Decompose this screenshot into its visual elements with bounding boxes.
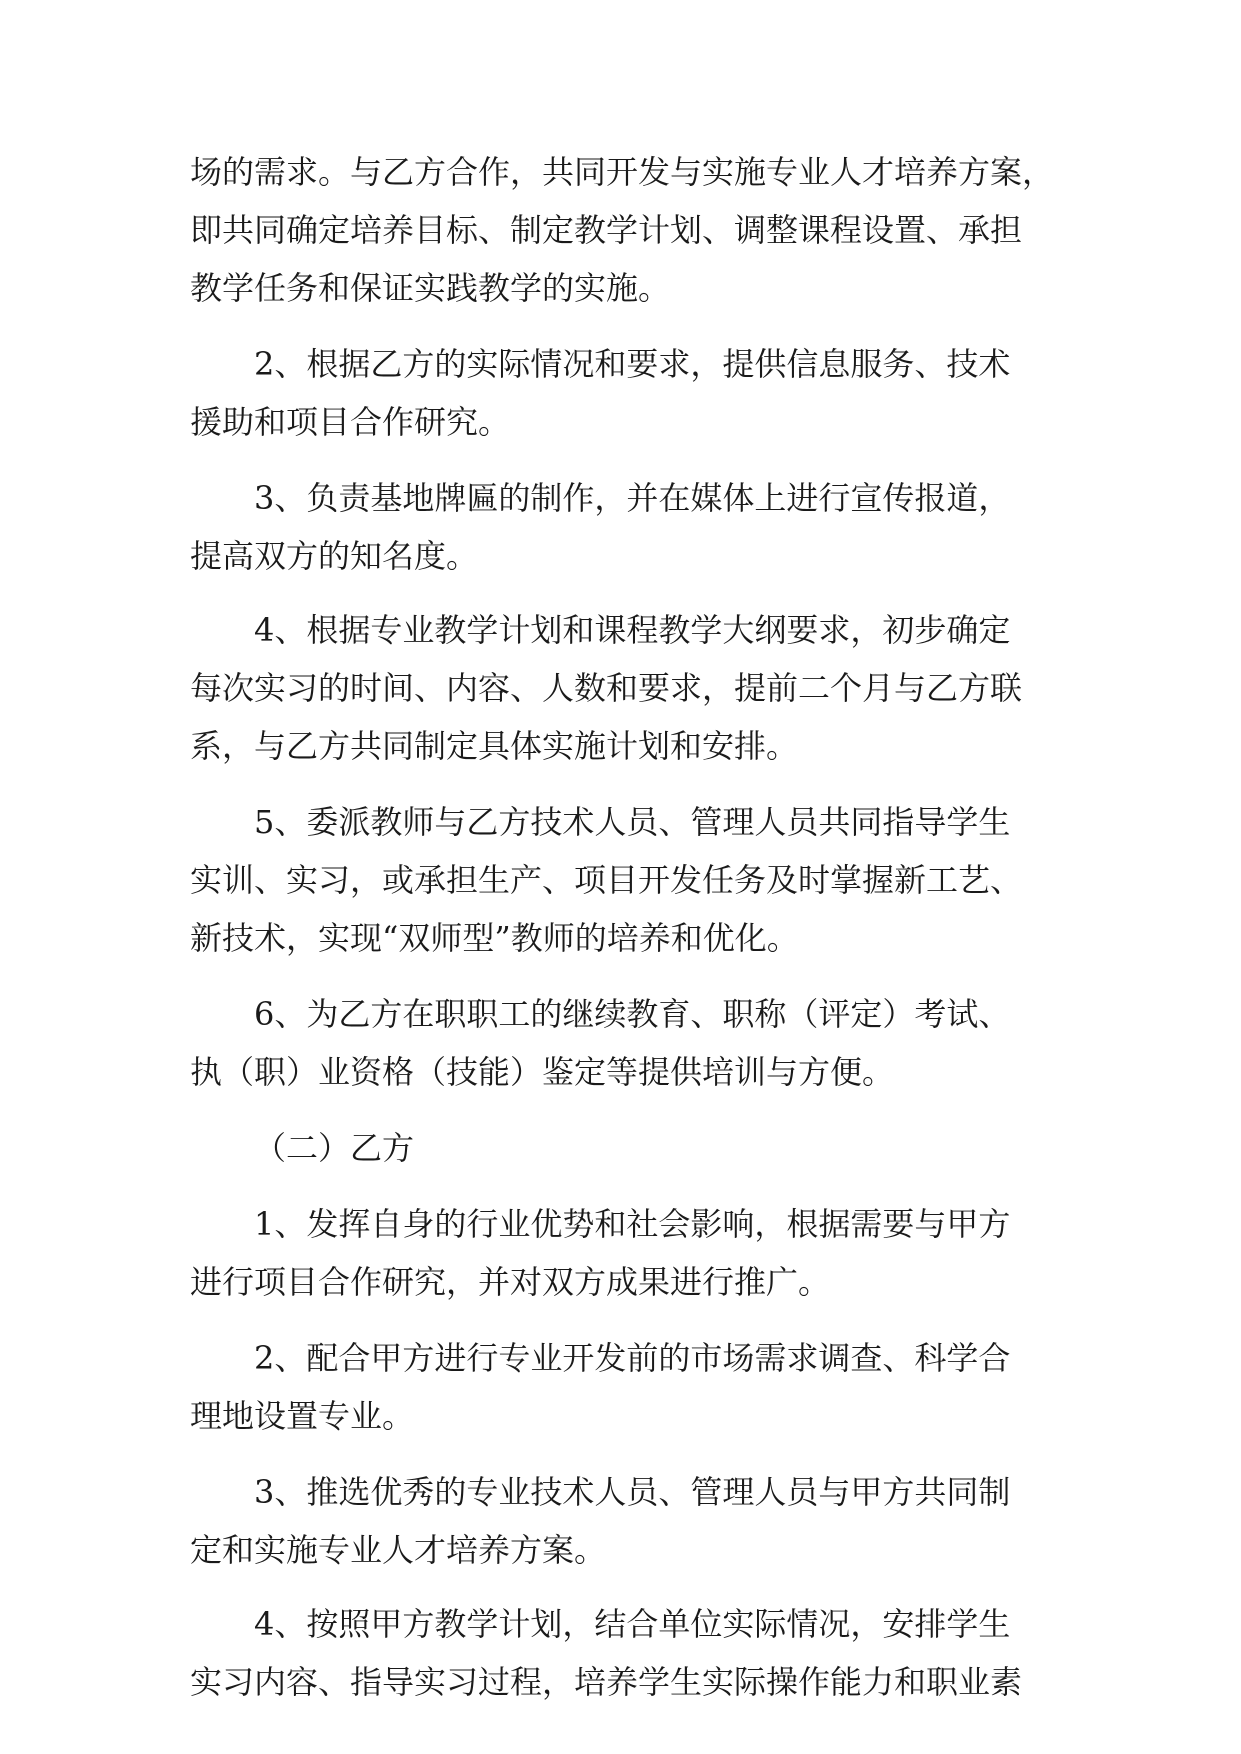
text-line: 理地设置专业。: [190, 1397, 415, 1435]
text-line: 2、配合甲方进行专业开发前的市场需求调查、科学合: [254, 1339, 1011, 1377]
text-line: 定和实施专业人才培养方案。: [190, 1531, 607, 1569]
text-line: 进行项目合作研究，并对双方成果进行推广。: [190, 1263, 831, 1301]
text-line: 教学任务和保证实践教学的实施。: [190, 269, 671, 307]
section-heading: （二）乙方: [254, 1129, 415, 1167]
text-line: 4、根据专业教学计划和课程教学大纲要求，初步确定: [254, 611, 1011, 649]
text-line: 实习内容、指导实习过程，培养学生实际操作能力和职业素: [190, 1663, 1023, 1701]
text-line: 场的需求。与乙方合作，共同开发与实施专业人才培养方案，: [190, 153, 1055, 191]
text-line: 2、根据乙方的实际情况和要求，提供信息服务、技术: [254, 345, 1011, 383]
text-line: 每次实习的时间、内容、人数和要求，提前二个月与乙方联: [190, 669, 1023, 707]
text-line: 提高双方的知名度。: [190, 537, 479, 575]
text-line: 即共同确定培养目标、制定教学计划、调整课程设置、承担: [190, 211, 1023, 249]
text-line: 实训、实习，或承担生产、项目开发任务及时掌握新工艺、: [190, 861, 1023, 899]
text-line: 执（职）业资格（技能）鉴定等提供培训与方便。: [190, 1053, 895, 1091]
text-line: 4、按照甲方教学计划，结合单位实际情况，安排学生: [254, 1605, 1011, 1643]
text-line: 6、为乙方在职职工的继续教育、职称（评定）考试、: [254, 995, 1011, 1033]
text-line: 新技术，实现“双师型”教师的培养和优化。: [190, 919, 799, 957]
text-line: 系，与乙方共同制定具体实施计划和安排。: [190, 727, 799, 765]
text-line: 援助和项目合作研究。: [190, 403, 511, 441]
text-line: 3、负责基地牌匾的制作，并在媒体上进行宣传报道，: [254, 479, 1011, 517]
text-line: 1、发挥自身的行业优势和社会影响，根据需要与甲方: [254, 1205, 1011, 1243]
text-line: 5、委派教师与乙方技术人员、管理人员共同指导学生: [254, 803, 1011, 841]
text-line: 3、推选优秀的专业技术人员、管理人员与甲方共同制: [254, 1473, 1011, 1511]
